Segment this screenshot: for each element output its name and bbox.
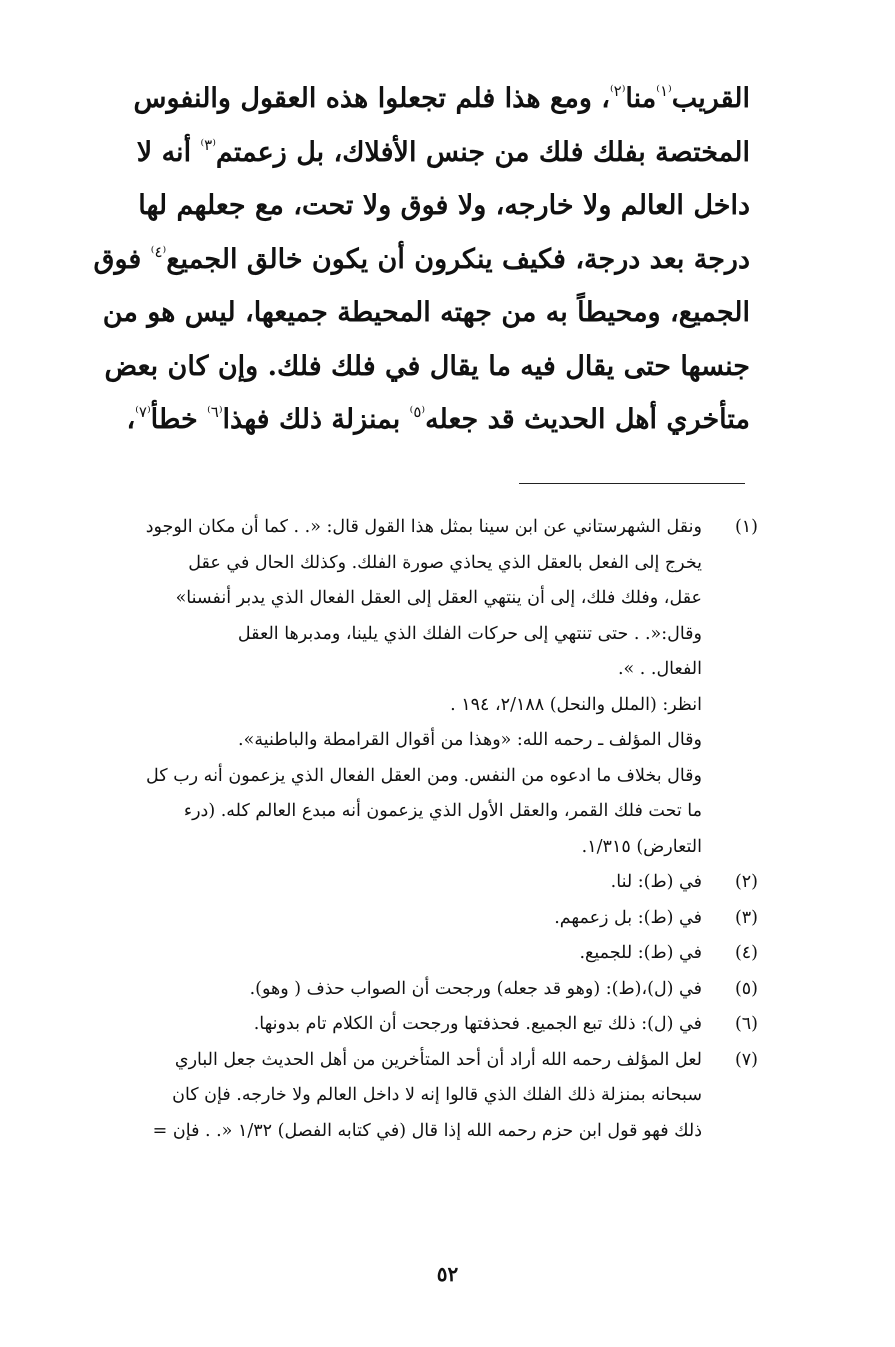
footnote-number: (٦) bbox=[734, 1014, 758, 1034]
text-run: فوق bbox=[93, 243, 151, 275]
footnote-body bbox=[68, 865, 702, 901]
main-line: الجميع، ومحيطاً به من جهته المحيطة جميعها، ليس هو من bbox=[102, 297, 750, 328]
footnote-1 bbox=[68, 510, 758, 865]
footnote-ref-5[interactable]: ⁽٥⁾ bbox=[409, 403, 426, 421]
footnote-ref-7[interactable]: ⁽٧⁾ bbox=[135, 403, 151, 421]
text-run: خطأ bbox=[150, 404, 208, 435]
footnote-body bbox=[68, 972, 702, 1008]
footnote-line: ذلك فهو قول ابن حزم رحمه الله إذا قال (في كتابه الفصل) ١/٣٢ «. . فإن = bbox=[152, 1120, 702, 1141]
footnote-line: عقل، وفلك فلك، إلى أن ينتهي العقل إلى العقل الفعال الذي يدبر أنفسنا» bbox=[175, 588, 702, 608]
text-run: بمنزلة ذلك فهذا bbox=[222, 404, 410, 435]
main-line bbox=[74, 72, 750, 126]
main-line: جنسها حتى يقال فيه ما يقال في فلك فلك. وإن كان بعض bbox=[104, 350, 750, 382]
text-run: ، ومع هذا فلم تجعلوا هذه العقول والنفوس bbox=[133, 83, 610, 114]
footnote-ref-6[interactable]: ⁽٦⁾ bbox=[207, 403, 223, 421]
footnote-3 bbox=[68, 901, 758, 937]
footnote-body bbox=[68, 936, 702, 972]
footnote-5 bbox=[68, 972, 758, 1008]
footnote-body bbox=[68, 1043, 702, 1150]
footnote-line: في (ط): بل زعمهم. bbox=[554, 907, 702, 928]
page-number: ٥٢ bbox=[436, 1262, 459, 1286]
footnote-7 bbox=[68, 1043, 758, 1150]
footnote-body bbox=[68, 901, 702, 937]
footnote-line: سبحانه بمنزلة ذلك الفلك الذي قالوا إنه لا داخل العالم ولا خارجه. فإن كان bbox=[172, 1085, 702, 1105]
footnote-ref-1[interactable]: ⁽١⁾ bbox=[656, 82, 672, 100]
main-line bbox=[74, 126, 750, 180]
footnote-6 bbox=[68, 1007, 758, 1043]
footnote-line: وقال:«. . حتى تنتهي إلى حركات الفلك الذي يلينا، ومدبرها العقل bbox=[237, 623, 702, 644]
footnote-line: في (ل)،(ط): (وهو قد جعله) ورجحت أن الصواب حذف ( وهو). bbox=[249, 978, 702, 999]
footnote-number: (٥) bbox=[734, 978, 758, 999]
main-line bbox=[74, 393, 750, 447]
footnote-line: في (ط): لنا. bbox=[610, 872, 702, 892]
footnote-line: وقال المؤلف ـ رحمه الله: «وهذا من أقوال القرامطة والباطنية». bbox=[238, 730, 702, 750]
footnote-number: (٧) bbox=[734, 1049, 758, 1070]
text-run: متأخري أهل الحديث قد جعله bbox=[425, 404, 750, 435]
main-line bbox=[74, 233, 750, 287]
text-run: القريب bbox=[671, 83, 750, 114]
footnote-2 bbox=[68, 865, 758, 901]
main-text bbox=[74, 72, 750, 447]
footnote-line: يخرج إلى الفعل بالعقل الذي يحاذي صورة الفلك. وكذلك الحال في عقل bbox=[188, 552, 702, 573]
footnote-number: (٤) bbox=[734, 943, 758, 963]
footnote-line: ما تحت فلك القمر، والعقل الأول الذي يزعمون أنه مبدع العالم كله. (درء bbox=[183, 801, 702, 821]
footnote-line: في (ط): للجميع. bbox=[579, 943, 702, 963]
footnote-4 bbox=[68, 936, 758, 972]
footnote-line: الفعال. . ». bbox=[617, 659, 702, 679]
footnote-number: (١) bbox=[734, 517, 758, 537]
text-run: أنه لا bbox=[136, 136, 201, 168]
footnote-line: انظر: (الملل والنحل) ٢/١٨٨، ١٩٤ . bbox=[450, 694, 702, 715]
text-run: درجة بعد درجة، فكيف ينكرون أن يكون خالق الجميع bbox=[166, 243, 750, 275]
footnote-line: ونقل الشهرستاني عن ابن سينا بمثل هذا القول قال: «. . كما أن مكان الوجود bbox=[145, 517, 702, 537]
footnote-ref-2[interactable]: ⁽٢⁾ bbox=[609, 82, 626, 100]
text-run: منا bbox=[625, 83, 657, 114]
footnote-body bbox=[68, 1007, 702, 1043]
main-line: داخل العالم ولا خارجه، ولا فوق ولا تحت، مع جعلهم لها bbox=[138, 190, 750, 221]
footnote-ref-3[interactable]: ⁽٣⁾ bbox=[200, 135, 216, 154]
footnote-line: في (ل): ذلك تبع الجميع. فحذفتها ورجحت أن الكلام تام بدونها. bbox=[253, 1014, 702, 1034]
footnotes-section bbox=[68, 510, 758, 1149]
footnote-number: (٢) bbox=[734, 872, 758, 892]
text-run: ، bbox=[126, 404, 136, 435]
footnote-number: (٣) bbox=[734, 907, 758, 928]
footnote-separator-rule bbox=[519, 483, 745, 484]
text-run: المختصة بفلك فلك من جنس الأفلاك، بل زعمتم bbox=[215, 136, 750, 168]
footnote-body bbox=[68, 510, 702, 865]
footnote-line: لعل المؤلف رحمه الله أراد أن أحد المتأخرين من أهل الحديث جعل الباري bbox=[174, 1049, 702, 1070]
footnote-line: التعارض) ١/٣١٥. bbox=[581, 836, 702, 857]
footnote-ref-4[interactable]: ⁽٤⁾ bbox=[150, 242, 167, 261]
footnote-line: وقال بخلاف ما ادعوه من النفس. ومن العقل الفعال الذي يزعمون أنه رب كل bbox=[146, 765, 702, 786]
